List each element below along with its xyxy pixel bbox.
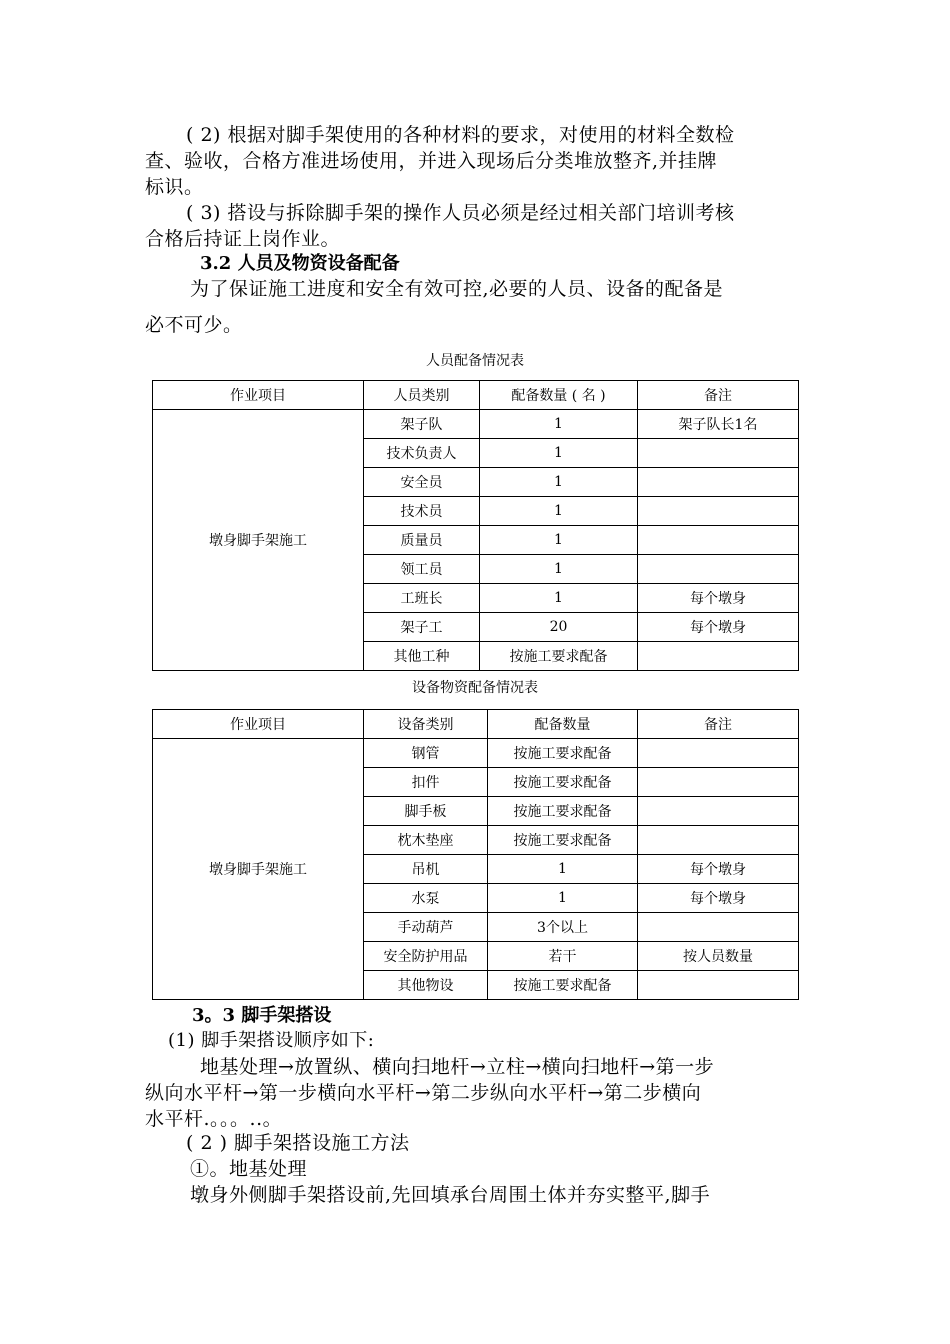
table-cell: 若干 <box>488 942 638 971</box>
table-cell: 1 <box>488 855 638 884</box>
table-cell: 按施工要求配备 <box>480 642 638 671</box>
table-cell <box>638 439 799 468</box>
para-2-line-3: 标识。 <box>145 176 204 198</box>
table2-header-cell: 设备类别 <box>364 710 488 739</box>
para-3-line-2: 合格后持证上岗作业。 <box>145 228 341 250</box>
table2-header-cell: 备注 <box>638 710 799 739</box>
table1-header-cell: 人员类别 <box>364 381 480 410</box>
table-row <box>153 410 799 439</box>
table-cell <box>638 797 799 826</box>
table-cell: 其他工种 <box>364 642 480 671</box>
table-cell: 扣件 <box>364 768 488 797</box>
table2-project-cell: 墩身脚手架施工 <box>153 739 364 1000</box>
table-cell: 1 <box>480 526 638 555</box>
table-cell: 1 <box>488 884 638 913</box>
table-cell: 钢管 <box>364 739 488 768</box>
table-cell: 3个以上 <box>488 913 638 942</box>
table-cell: 按施工要求配备 <box>488 797 638 826</box>
table-cell: 1 <box>480 555 638 584</box>
section-3-2-heading: 3.2 人员及物资设备配备 <box>200 253 400 274</box>
table-cell <box>638 497 799 526</box>
table-cell: 按施工要求配备 <box>488 971 638 1000</box>
para-2-line-2: 查、验收，合格方准进场使用，并进入现场后分类堆放整齐,并挂牌 <box>145 150 718 172</box>
table2-header-cell: 配备数量 <box>488 710 638 739</box>
table-cell: 1 <box>480 584 638 613</box>
table2-header-row <box>153 710 799 739</box>
table-cell: 1 <box>480 497 638 526</box>
table-cell <box>638 642 799 671</box>
table1-header-cell: 备注 <box>638 381 799 410</box>
table-cell: 按施工要求配备 <box>488 826 638 855</box>
table-cell: 其他物设 <box>364 971 488 1000</box>
table-cell: 1 <box>480 410 638 439</box>
table-row <box>153 739 799 768</box>
table-cell: 每个墩身 <box>638 855 799 884</box>
section-3-3-heading: 3。3 脚手架搭设 <box>192 1005 332 1026</box>
table-cell: 水泵 <box>364 884 488 913</box>
para-2-line-1: ( 2) 根据对脚手架使用的各种材料的要求，对使用的材料全数检 <box>186 124 735 146</box>
table-cell: 领工员 <box>364 555 480 584</box>
step-2-line-1: 墩身外侧脚手架搭设前,先回填承台周围土体并夯实整平,脚手 <box>190 1184 711 1206</box>
table1-project-cell: 墩身脚手架施工 <box>153 410 364 671</box>
table-cell <box>638 739 799 768</box>
table-cell: 按人员数量 <box>638 942 799 971</box>
table1-header-cell: 作业项目 <box>153 381 364 410</box>
table-cell: 20 <box>480 613 638 642</box>
table-cell: 吊机 <box>364 855 488 884</box>
table-cell: 架子队 <box>364 410 480 439</box>
table-cell: 每个墩身 <box>638 613 799 642</box>
table2-caption: 设备物资配备情况表 <box>412 680 538 696</box>
step-1-line-2: 纵向水平杆→第一步横向水平杆→第二步纵向水平杆→第二步横向 <box>145 1082 702 1104</box>
table-cell: 工班长 <box>364 584 480 613</box>
table-cell: 手动葫芦 <box>364 913 488 942</box>
para-3-line-1: ( 3) 搭设与拆除脚手架的操作人员必须是经过相关部门培训考核 <box>186 202 735 224</box>
table-cell: 每个墩身 <box>638 884 799 913</box>
table-cell: 每个墩身 <box>638 584 799 613</box>
table-cell: 质量员 <box>364 526 480 555</box>
table-cell: 技术员 <box>364 497 480 526</box>
table-cell: 按施工要求配备 <box>488 739 638 768</box>
table2-header-cell: 作业项目 <box>153 710 364 739</box>
table-cell: 1 <box>480 468 638 497</box>
step-2-subtitle: ①。地基处理 <box>190 1158 308 1180</box>
table-cell <box>638 468 799 497</box>
step-1-line-1: 地基处理→放置纵、横向扫地杆→立柱→横向扫地杆→第一步 <box>200 1056 715 1078</box>
table-cell: 按施工要求配备 <box>488 768 638 797</box>
table-cell: 1 <box>480 439 638 468</box>
table-cell: 枕木垫座 <box>364 826 488 855</box>
table-cell: 架子队长1名 <box>638 410 799 439</box>
step-2-title: ( 2 ) 脚手架搭设施工方法 <box>186 1132 410 1154</box>
table1-caption: 人员配备情况表 <box>426 353 524 369</box>
table-cell <box>638 768 799 797</box>
table-cell <box>638 555 799 584</box>
table-cell: 脚手板 <box>364 797 488 826</box>
para-4-line-2: 必不可少。 <box>145 314 243 336</box>
table-cell <box>638 913 799 942</box>
table1-header-cell: 配备数量 ( 名 ) <box>480 381 638 410</box>
table-cell <box>638 971 799 1000</box>
equipment-table <box>152 709 799 1000</box>
table-cell <box>638 526 799 555</box>
table-cell: 技术负责人 <box>364 439 480 468</box>
table-cell: 安全员 <box>364 468 480 497</box>
table-cell <box>638 826 799 855</box>
table1-header-row <box>153 381 799 410</box>
step-1-title: (1) 脚手架搭设顺序如下: <box>168 1030 375 1051</box>
step-1-line-3: 水平杆.。。。..。 <box>145 1108 283 1130</box>
personnel-table <box>152 380 799 671</box>
table-cell: 安全防护用品 <box>364 942 488 971</box>
para-4-line-1: 为了保证施工进度和安全有效可控,必要的人员、设备的配备是 <box>190 278 724 300</box>
table-cell: 架子工 <box>364 613 480 642</box>
